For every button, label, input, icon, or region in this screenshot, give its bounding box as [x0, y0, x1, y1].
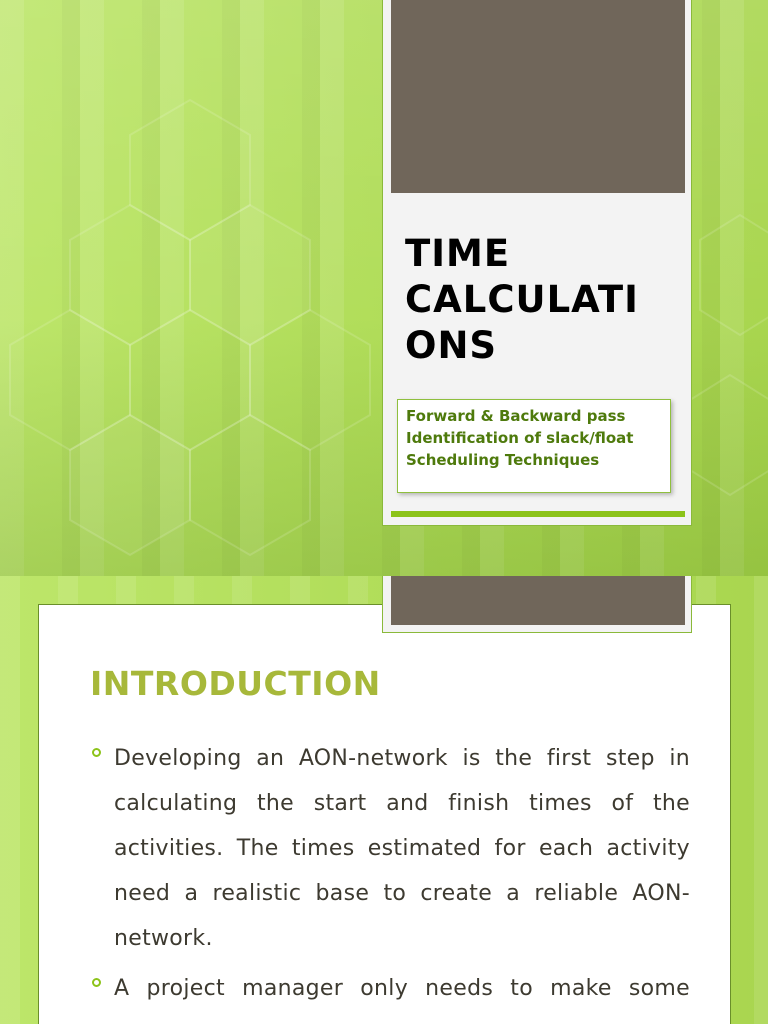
subtitle-box: [397, 399, 671, 493]
bullet-marker-icon: [92, 748, 101, 757]
section-heading: INTRODUCTION: [90, 664, 381, 703]
subtitle-line: Scheduling Techniques: [406, 451, 600, 469]
decorative-brown-block: [391, 0, 685, 193]
decorative-brown-block: [391, 576, 685, 625]
subtitle-line: Identification of slack/float: [406, 429, 634, 447]
accent-bar: [391, 511, 685, 517]
bullet-text: A project manager only needs to make some: [114, 976, 690, 1001]
subtitle-line: Forward & Backward pass: [406, 407, 626, 425]
bullet-marker-icon: [92, 978, 101, 987]
top-tab: [382, 576, 692, 633]
bullet-item: [90, 736, 690, 961]
bullet-text: Developing an AON-network is the first step in calculating the start and finish times of the activities. The times estimated for each activity need a realistic base to create a reliable AON-network.: [114, 746, 690, 951]
title-panel: [382, 0, 692, 526]
bullet-item: [90, 966, 690, 1011]
slide-title: TIME CALCULATI ONS: [405, 232, 639, 367]
introduction-slide: [0, 576, 768, 1024]
